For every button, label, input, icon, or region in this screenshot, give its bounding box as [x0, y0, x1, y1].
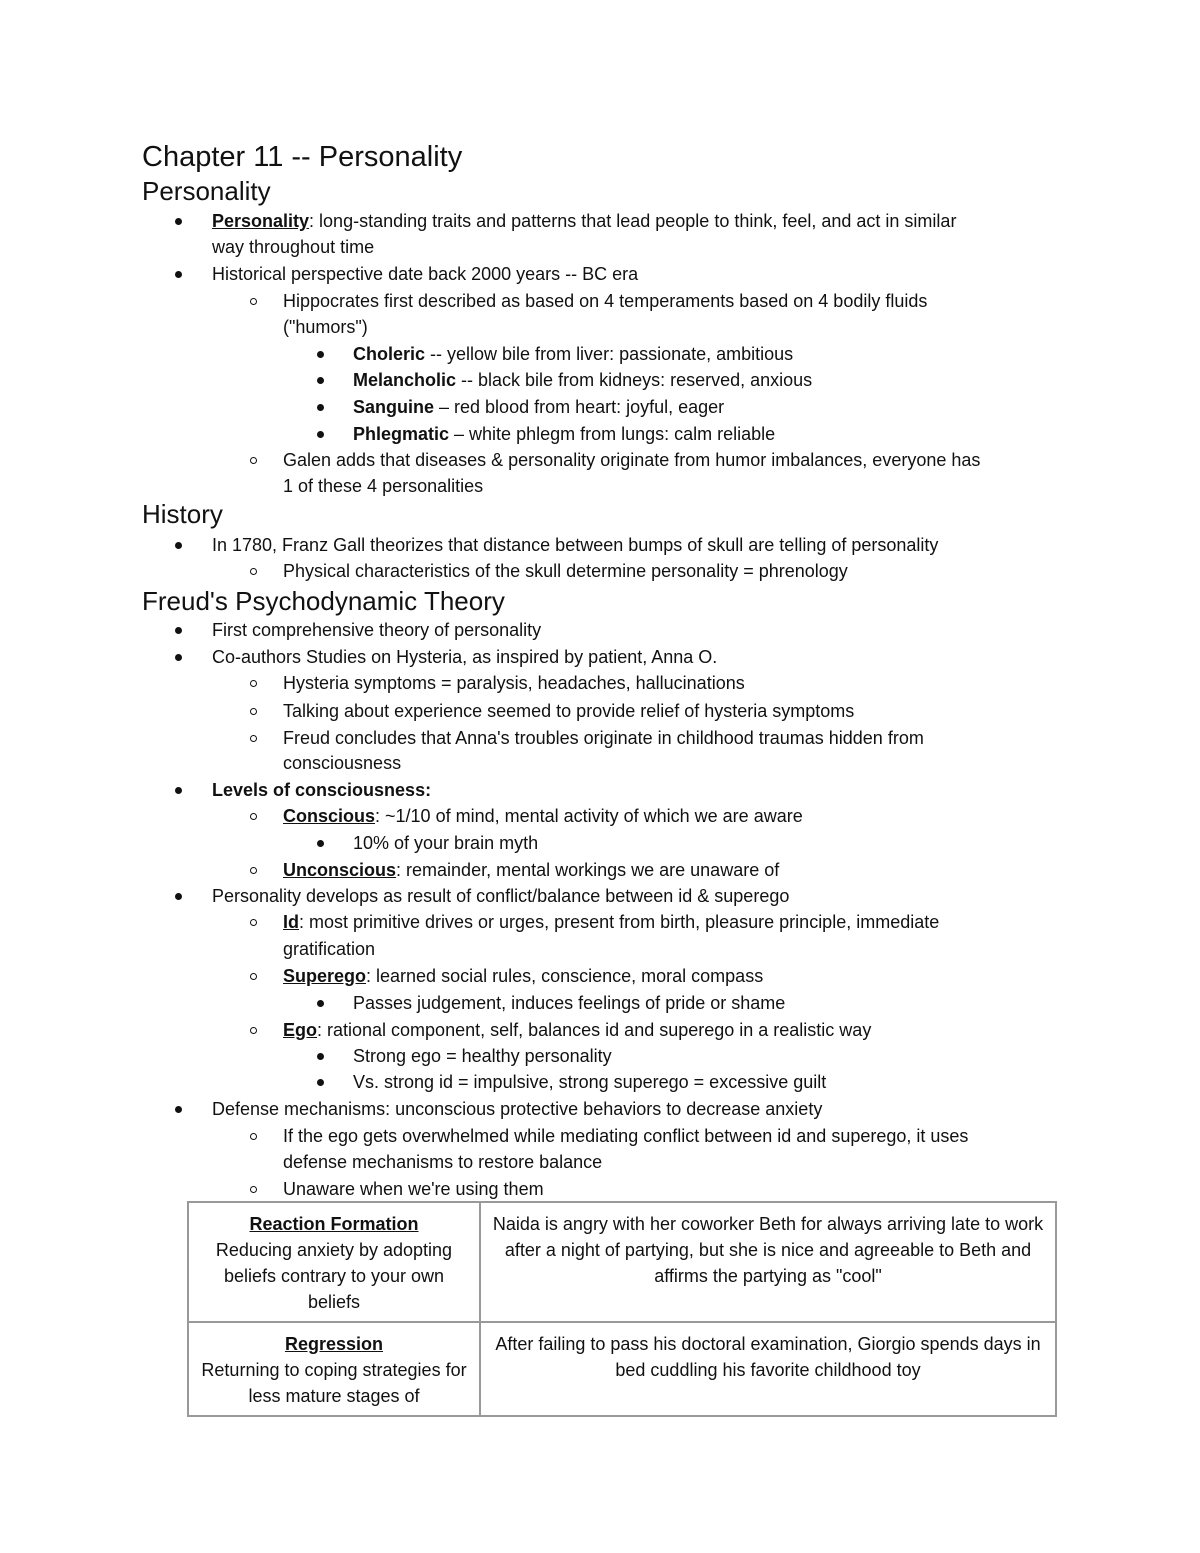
list-item: Personality develops as result of conflict/balance between id & superego	[212, 886, 790, 906]
list-item: Ego: rational component, self, balances id and superego in a realistic way	[283, 1020, 872, 1040]
bullet-dot-icon	[317, 392, 324, 418]
list-item: Id: most primitive drives or urges, present from birth, pleasure principle, immediate	[283, 912, 940, 932]
section-heading-freud: Freud's Psychodynamic Theory	[142, 586, 505, 616]
list-item: Defense mechanisms: unconscious protective behaviors to decrease anxiety	[212, 1099, 823, 1119]
bullet-dot-icon	[175, 642, 182, 668]
table-cell-term	[188, 1322, 480, 1416]
bullet-ring-icon	[250, 855, 257, 881]
list-item: Physical characteristics of the skull determine personality = phrenology	[283, 561, 848, 581]
list-item-continuation: ("humors")	[283, 317, 368, 337]
section-heading-history: History	[142, 499, 223, 529]
list-item: Historical perspective date back 2000 years -- BC era	[212, 264, 639, 284]
table-cell-example	[480, 1202, 1056, 1322]
bullet-dot-icon	[175, 259, 182, 285]
bullet-ring-icon	[250, 556, 257, 582]
list-item: Superego: learned social rules, conscience, moral compass	[283, 966, 764, 986]
list-item: Conscious: ~1/10 of mind, mental activity of which we are aware	[283, 806, 803, 826]
bullet-ring-icon	[250, 1121, 257, 1147]
bullet-dot-icon	[317, 419, 324, 445]
list-item: Personality: long-standing traits and patterns that lead people to think, feel, and act in similar	[212, 211, 957, 231]
bullet-ring-icon	[250, 445, 257, 471]
list-item-continuation: consciousness	[283, 753, 402, 773]
list-item: Hysteria symptoms = paralysis, headaches, hallucinations	[283, 673, 745, 693]
bullet-dot-icon	[175, 881, 182, 907]
list-item: Galen adds that diseases & personality originate from humor imbalances, everyone has	[283, 450, 981, 470]
table-row	[188, 1202, 1056, 1322]
bullet-dot-icon	[175, 615, 182, 641]
bullet-ring-icon	[250, 696, 257, 722]
list-item: Strong ego = healthy personality	[353, 1046, 612, 1066]
table-cell-example	[480, 1322, 1056, 1416]
list-item: Passes judgement, induces feelings of pride or shame	[353, 993, 786, 1013]
list-item-continuation: way throughout time	[212, 237, 375, 257]
defense-mechanisms-table	[187, 1201, 1057, 1417]
list-item: In 1780, Franz Gall theorizes that distance between bumps of skull are telling of personality	[212, 535, 939, 555]
bullet-ring-icon	[250, 1015, 257, 1041]
list-item: Freud concludes that Anna's troubles originate in childhood traumas hidden from	[283, 728, 924, 748]
list-item: Hippocrates first described as based on 4 temperaments based on 4 bodily fluids	[283, 291, 928, 311]
bullet-dot-icon	[175, 775, 182, 801]
mechanism-name: Reaction Formation	[249, 1214, 419, 1234]
bullet-ring-icon	[250, 286, 257, 312]
list-item-continuation: gratification	[283, 939, 376, 959]
bullet-dot-icon	[317, 339, 324, 365]
list-item: If the ego gets overwhelmed while mediating conflict between id and superego, it uses	[283, 1126, 969, 1146]
table-cell-term	[188, 1202, 480, 1322]
page-title: Chapter 11 -- Personality	[142, 141, 463, 173]
bullet-dot-icon	[317, 1067, 324, 1093]
section-heading-personality: Personality	[142, 176, 271, 206]
list-item: Phlegmatic – white phlegm from lungs: calm reliable	[353, 424, 776, 444]
list-item-continuation: 1 of these 4 personalities	[283, 476, 484, 496]
bullet-ring-icon	[250, 723, 257, 749]
table-row	[188, 1322, 1056, 1416]
list-item-continuation: defense mechanisms to restore balance	[283, 1152, 603, 1172]
list-item: Co-authors Studies on Hysteria, as inspired by patient, Anna O.	[212, 647, 718, 667]
bullet-dot-icon	[175, 206, 182, 232]
mechanism-example: After failing to pass his doctoral examination, Giorgio spends days in bed cuddling his favorite childhood toy	[495, 1334, 1041, 1380]
bullet-ring-icon	[250, 801, 257, 827]
mechanism-name: Regression	[284, 1334, 384, 1354]
bullet-ring-icon	[250, 668, 257, 694]
mechanism-example: Naida is angry with her coworker Beth for always arriving late to work after a night of partying, but she is nice and agreeable to Beth and affirms the partying as "cool"	[492, 1214, 1044, 1286]
mechanism-definition: Reducing anxiety by adopting beliefs contrary to your own beliefs	[215, 1240, 453, 1312]
list-item: 10% of your brain myth	[353, 833, 539, 853]
list-item: Levels of consciousness:	[212, 780, 432, 800]
list-item: Talking about experience seemed to provide relief of hysteria symptoms	[283, 701, 855, 721]
term-personality: Personality	[212, 211, 310, 231]
bullet-dot-icon	[317, 828, 324, 854]
list-item: Unconscious: remainder, mental workings we are unaware of	[283, 860, 780, 880]
list-item: First comprehensive theory of personality	[212, 620, 542, 640]
bullet-ring-icon	[250, 907, 257, 933]
mechanism-definition: Returning to coping strategies for less mature stages of	[201, 1360, 467, 1406]
bullet-dot-icon	[317, 1041, 324, 1067]
bullet-dot-icon	[175, 530, 182, 556]
bullet-ring-icon	[250, 961, 257, 987]
bullet-dot-icon	[317, 988, 324, 1014]
list-item: Vs. strong id = impulsive, strong superego = excessive guilt	[353, 1072, 827, 1092]
list-item: Melancholic -- black bile from kidneys: reserved, anxious	[353, 370, 813, 390]
bullet-dot-icon	[175, 1094, 182, 1120]
list-item: Sanguine – red blood from heart: joyful, eager	[353, 397, 725, 417]
bullet-ring-icon	[250, 1174, 257, 1200]
list-item: Unaware when we're using them	[283, 1179, 544, 1199]
bullet-dot-icon	[317, 365, 324, 391]
list-item: Choleric -- yellow bile from liver: passionate, ambitious	[353, 344, 794, 364]
